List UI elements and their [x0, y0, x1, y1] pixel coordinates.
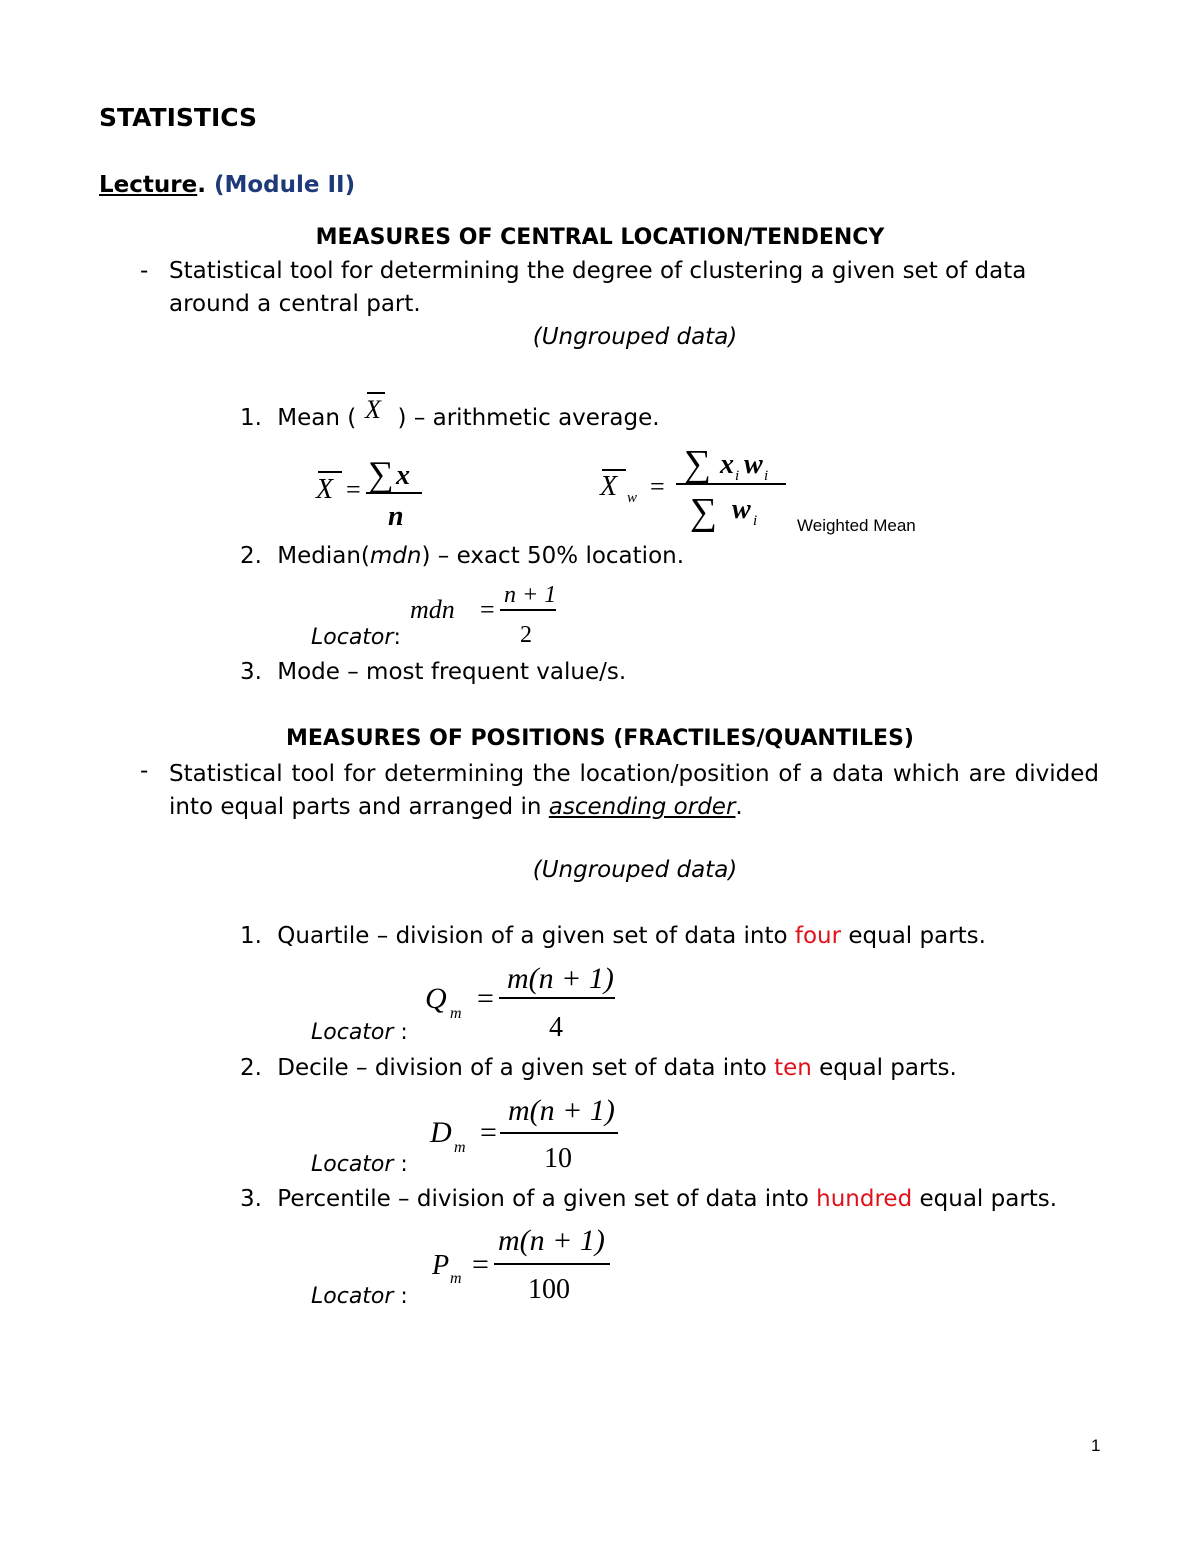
- decile-highlight: ten: [774, 1055, 812, 1081]
- mean-symbol: [355, 385, 395, 430]
- page-title: STATISTICS: [99, 103, 258, 132]
- lecture-line: [99, 172, 355, 198]
- page-number: 1: [1091, 1436, 1101, 1455]
- central-heading: MEASURES OF CENTRAL LOCATION/TENDENCY: [315, 225, 885, 250]
- percentile-num: m(n + 1): [498, 1224, 605, 1257]
- weighted-mean-formula: [598, 438, 798, 533]
- median-formula-num: n + 1: [504, 582, 557, 608]
- wmean-den-w: w: [732, 494, 751, 525]
- quartile-item: [240, 923, 986, 949]
- percentile-pre: Percentile – division of a given set of data into: [277, 1186, 817, 1212]
- quartile-pre: Quartile – division of a given set of data into: [277, 923, 795, 949]
- mean-formula-x: X: [316, 474, 334, 505]
- central-desc-line1: Statistical tool for determining the degree of clustering a given set of data: [169, 258, 1027, 284]
- percentile-locator-colon: :: [393, 1284, 408, 1309]
- median-formula-eq: =: [480, 595, 495, 624]
- percentile-highlight: hundred: [816, 1186, 913, 1212]
- positions-desc-line2-post: .: [735, 794, 743, 820]
- decile-item: [240, 1055, 957, 1081]
- central-desc-line2: around a central part.: [169, 291, 421, 317]
- wmean-num-i2: i: [764, 468, 769, 484]
- median-num: 2.: [240, 543, 262, 569]
- lecture-label: Lecture: [99, 172, 198, 198]
- median-formula-den: 2: [520, 622, 532, 648]
- median-mid: mdn: [369, 543, 422, 569]
- percentile-sub-m: m: [450, 1270, 462, 1287]
- decile-formula: [430, 1090, 630, 1180]
- wmean-num-x: x: [720, 449, 734, 480]
- percentile-p: P: [432, 1250, 450, 1281]
- percentile-den: 100: [528, 1274, 570, 1305]
- positions-desc-line1: Statistical tool for determining the location/position of a data which are: [169, 761, 1006, 787]
- decile-pre: Decile – division of a given set of data into: [277, 1055, 775, 1081]
- quartile-eq: =: [477, 982, 494, 1015]
- percentile-post: equal parts.: [912, 1186, 1058, 1212]
- median-formula: [410, 578, 570, 648]
- wmean-num-sigma: ∑: [684, 443, 712, 485]
- positions-desc-line2-pre: divided into equal parts and arranged in: [169, 761, 1100, 820]
- wmean-eq: =: [650, 472, 665, 501]
- decile-locator-label: Locator: [311, 1152, 394, 1177]
- mean-formula-sigma: ∑: [368, 454, 394, 494]
- decile-d: D: [430, 1116, 452, 1149]
- percentile-item: [240, 1186, 1057, 1212]
- decile-num: m(n + 1): [508, 1094, 615, 1127]
- quartile-locator: [311, 1020, 408, 1045]
- percentile-num: 3.: [240, 1186, 262, 1212]
- decile-locator-colon: :: [393, 1152, 408, 1177]
- mean-post: ) – arithmetic average.: [390, 405, 660, 431]
- wmean-den-sigma: ∑: [690, 491, 718, 533]
- mode-num: 3.: [240, 659, 262, 685]
- quartile-formula: [425, 956, 625, 1046]
- quartile-num: 1.: [240, 923, 262, 949]
- wmean-sub-w: w: [627, 490, 638, 506]
- quartile-sub-m: m: [450, 1005, 462, 1022]
- decile-sub-m: m: [454, 1139, 466, 1156]
- mean-num: 1.: [240, 405, 262, 431]
- wmean-den-i: i: [753, 513, 758, 529]
- decile-eq: =: [480, 1116, 497, 1149]
- quartile-num: m(n + 1): [507, 962, 614, 995]
- mean-formula-eq: =: [346, 475, 361, 504]
- median-item: [240, 543, 684, 569]
- decile-num: 2.: [240, 1055, 262, 1081]
- mean-formula-den-n: n: [388, 501, 404, 532]
- mean-item: [240, 405, 660, 431]
- quartile-locator-colon: :: [393, 1020, 408, 1045]
- mode-text: Mode – most frequent value/s.: [277, 659, 627, 685]
- positions-desc: [169, 758, 1099, 824]
- positions-bullet: -: [140, 758, 149, 784]
- quartile-locator-label: Locator: [311, 1020, 394, 1045]
- median-formula-mdn: mdn: [410, 595, 455, 624]
- quartile-highlight: four: [794, 923, 842, 949]
- mean-x-glyph: X: [365, 395, 381, 424]
- quartile-post: equal parts.: [841, 923, 986, 949]
- mean-formula: [312, 440, 442, 530]
- ascending-order-text: ascending order: [548, 794, 736, 820]
- wmean-num-w: w: [744, 449, 763, 480]
- percentile-formula: [430, 1220, 630, 1310]
- percentile-eq: =: [472, 1248, 489, 1281]
- decile-locator: [311, 1152, 408, 1177]
- mean-pre: Mean (: [277, 405, 357, 431]
- lecture-dot: .: [197, 172, 206, 198]
- module-label: (Module II): [213, 172, 356, 198]
- median-locator: [311, 625, 401, 650]
- decile-post: equal parts.: [811, 1055, 957, 1081]
- quartile-den: 4: [549, 1012, 563, 1043]
- wmean-x: X: [600, 471, 618, 502]
- quartile-q: Q: [425, 982, 447, 1015]
- positions-subheading: (Ungrouped data): [532, 857, 738, 883]
- positions-heading: MEASURES OF POSITIONS (FRACTILES/QUANTILES): [286, 726, 914, 751]
- central-bullet: -: [140, 258, 149, 284]
- median-locator-colon: :: [393, 625, 401, 650]
- percentile-locator: [311, 1284, 408, 1309]
- mode-item: [240, 659, 626, 685]
- median-pre: Median(: [277, 543, 370, 569]
- median-locator-label: Locator: [311, 625, 394, 650]
- mean-formula-num-x: x: [396, 460, 410, 491]
- weighted-mean-label: Weighted Mean: [797, 516, 916, 535]
- wmean-num-i1: i: [735, 468, 740, 484]
- central-subheading: (Ungrouped data): [532, 324, 738, 350]
- decile-den: 10: [544, 1143, 572, 1174]
- median-post: ) – exact 50% location.: [421, 543, 685, 569]
- percentile-locator-label: Locator: [311, 1284, 394, 1309]
